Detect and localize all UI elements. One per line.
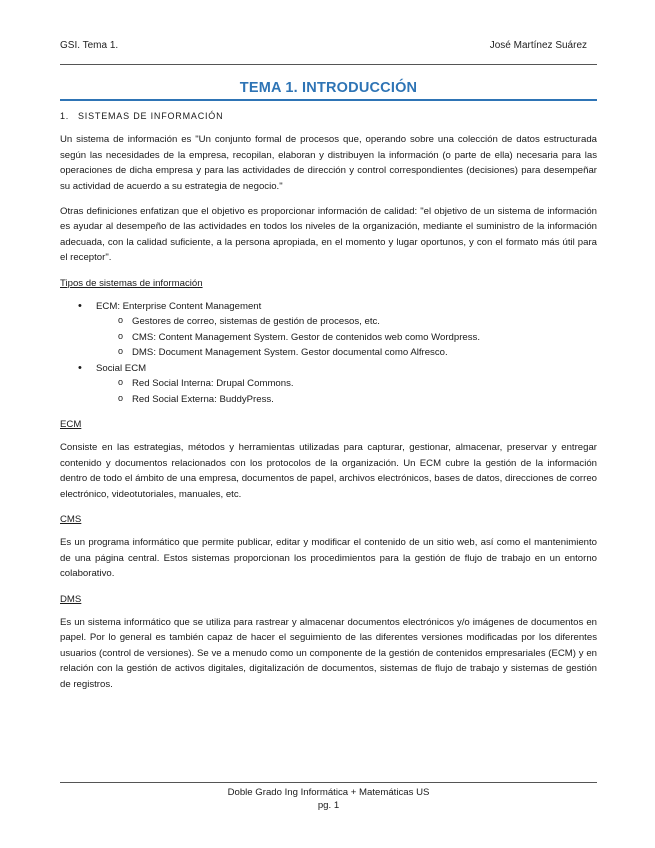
footer-degree: Doble Grado Ing Informática + Matemáticas US bbox=[227, 787, 430, 798]
list-subitem: o DMS: Document Management System. Gestor documental como Alfresco. bbox=[60, 345, 597, 360]
page-footer bbox=[60, 786, 597, 812]
page-header bbox=[60, 40, 595, 56]
dms-heading: DMS bbox=[60, 593, 82, 605]
section-number: 1. bbox=[60, 111, 70, 121]
list-item-social-ecm: • Social ECM bbox=[60, 361, 597, 376]
page-title: TEMA 1. INTRODUCCIÓN bbox=[60, 80, 597, 101]
dms-paragraph: Es un sistema informático que se utiliza para rastrear y almacenar documentos electrónicos y/o imágenes de documentos en papel. Por lo general es también capaz de hacer el seguimiento de las diferentes versiones modificadas por los diferentes usuarios (control de versiones). Se ve a menudo como un componente de la gestión de contenidos empresariales (ECM) y en relación con la gestión de activos digitales, digitalización de documentos, sistemas de flujo de trabajo y sistemas de gestión de registros. bbox=[60, 616, 597, 690]
list-subitem: o Gestores de correo, sistemas de gestión de procesos, etc. bbox=[60, 314, 597, 329]
document-body bbox=[60, 109, 597, 702]
paragraph-definition: Un sistema de información es "Un conjunto formal de procesos que, operando sobre una colección de datos estructurada según las necesidades de la empresa, recopilan, elaboran y distribuyen la información (o parte de ella) necesaria para las operaciones de dicha empresa y para las actividades de dirección y control correspondientes (decisiones) para desempeñar su actividad de acuerdo a su estrategia de negocio." bbox=[60, 134, 597, 192]
list-subitem: o CMS: Content Management System. Gestor de contenidos web como Wordpress. bbox=[60, 330, 597, 345]
section-heading bbox=[60, 109, 597, 124]
footer-divider bbox=[60, 782, 597, 783]
types-heading: Tipos de sistemas de información bbox=[60, 277, 203, 289]
page-number: pg. 1 bbox=[317, 800, 340, 811]
types-list bbox=[60, 299, 597, 407]
cms-heading: CMS bbox=[60, 513, 82, 525]
cms-paragraph: Es un programa informático que permite publicar, editar y modificar el contenido de un sitio web, así como el mantenimiento de una página central. Estos sistemas proporcionan los procedimientos para la gestión de flujo de trabajo en un entorno colaborativo. bbox=[60, 537, 597, 580]
header-divider bbox=[60, 64, 597, 65]
header-author: José Martínez Suárez bbox=[489, 40, 587, 51]
paragraph-quality: Otras definiciones enfatizan que el objetivo es proporcionar información de calidad: "el objetivo de un sistema de información es ayudar al desempeño de las actividades en todos los niveles de la organización, mediante el suministro de la información adecuada, con la calidad suficiente, a la persona apropiada, en el momento y lugar oportunos, y con el formato más útil para el receptor". bbox=[60, 206, 597, 264]
header-course: GSI. Tema 1. bbox=[60, 40, 119, 51]
title-block bbox=[60, 80, 597, 101]
section-title: SISTEMAS DE INFORMACIÓN bbox=[78, 111, 224, 121]
list-item-ecm: • ECM: Enterprise Content Management bbox=[60, 299, 597, 314]
ecm-paragraph: Consiste en las estrategias, métodos y herramientas utilizadas para capturar, gestionar, almacenar, preservar y entregar contenido y documentos relacionados con los protocolos de la organización. Un ECM cubre la gestión de la información dentro de todo el ámbito de una empresa, documentos de papel, archivos electrónicos, bases de datos, direcciones de correo electrónico, videotutoriales, manuales, etc. bbox=[60, 442, 597, 500]
ecm-heading: ECM bbox=[60, 418, 82, 430]
list-subitem: o Red Social Externa: BuddyPress. bbox=[60, 392, 597, 407]
list-subitem: o Red Social Interna: Drupal Commons. bbox=[60, 376, 597, 391]
